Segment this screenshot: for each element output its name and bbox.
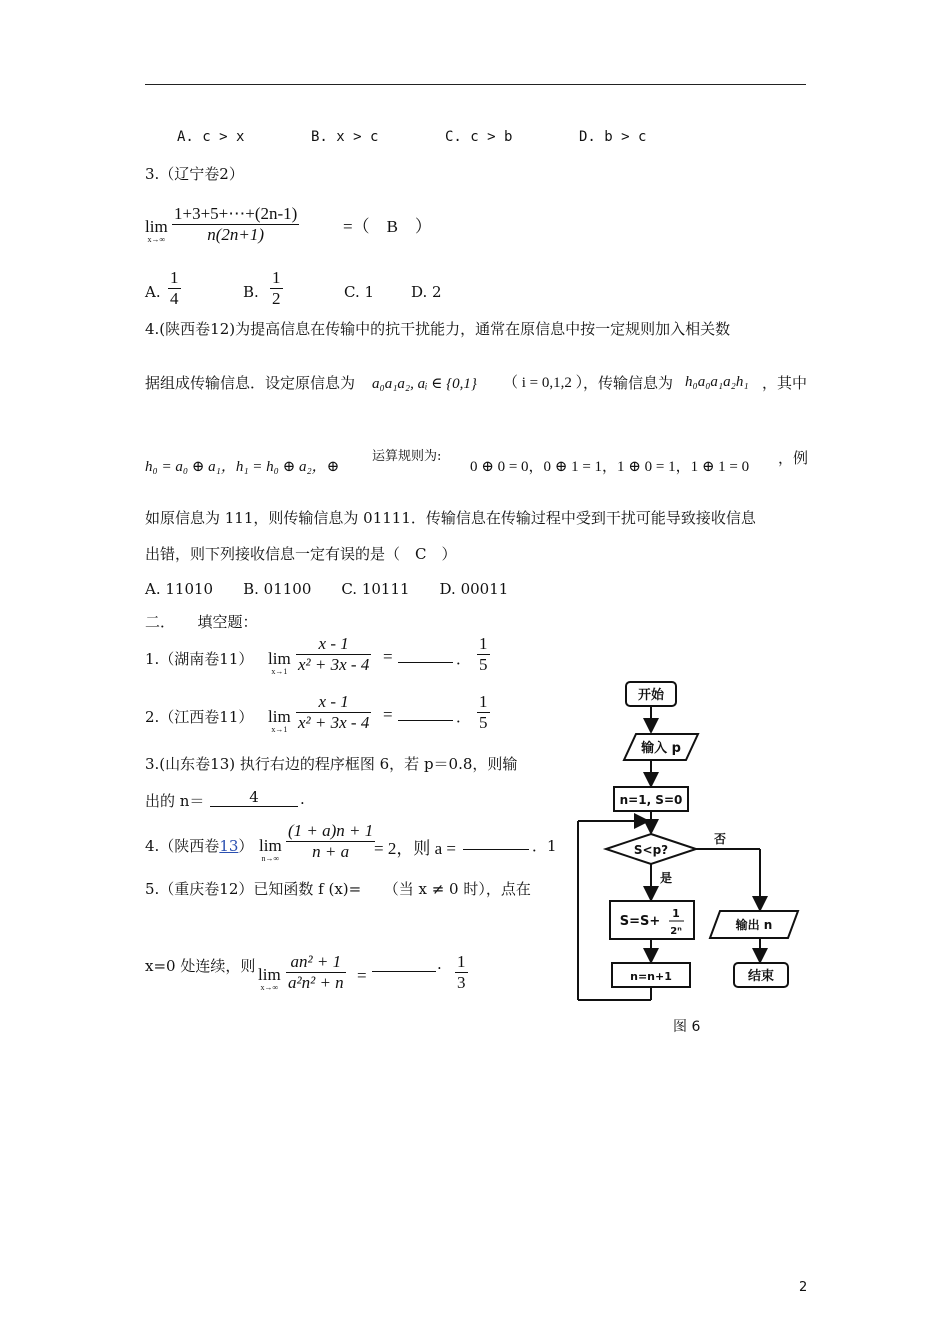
q3-label: 3.（辽宁卷2） (145, 165, 244, 183)
flow-start-text: 开始 (637, 688, 665, 703)
f2-fraction: $\frac{x - 1}{\text{x² + 3x - 4}}$ (298, 692, 370, 732)
f2-lim: lim x→1 (268, 707, 291, 734)
f5-eq: = (357, 966, 367, 985)
f2-label: 2.（江西卷11） (145, 708, 254, 726)
q4-line4: 如原信息为 111，则传输信息为 01111．传输信息在传输过程中受到干扰可能导致接收信息 (145, 509, 756, 527)
f5-fraction: $\frac{\text{an² + 1}}{\text{a²n² + n}}$ (288, 952, 344, 992)
q4-h-eq: h₀ = a₀ ⊕ a₁，h₁ = h₀ ⊕ a₂，⊕ (145, 459, 340, 475)
f2-blank (398, 704, 453, 721)
q3-fraction: $\frac{1+3+5+\cdots+(2n-1)}{n(2n+1)}$ (174, 204, 298, 244)
flow-no-text: 否 (713, 832, 727, 846)
flowchart (570, 672, 810, 1042)
option-d: D. b > c (579, 129, 647, 145)
f2-eq: = (383, 705, 393, 724)
flow-end-text: 结束 (747, 969, 775, 984)
f5-blank (372, 955, 436, 972)
option-a: A. c > x (177, 129, 245, 145)
f4-eq: = 2，则 a = (374, 839, 456, 858)
flow-yes-text: 是 (659, 871, 673, 885)
flow-update-s-text: S=S+ (619, 914, 661, 929)
f1-fraction: $\frac{x - 1}{\text{x² + 3x - 4}}$ (298, 634, 370, 674)
q3-opt-b: B. (243, 283, 259, 301)
f4-fraction: $\frac{(1 + a)n + 1}{n + a}$ (288, 821, 374, 861)
f3-line1: 3.(山东卷13) 执行右边的程序框图 6，若 p＝0.8，则输 (145, 755, 518, 773)
flow-input-text: 输入 p (641, 741, 681, 756)
f4-lim: lim n→∞ (259, 836, 282, 863)
flow-init-text: n=1, S=0 (619, 793, 683, 807)
q4-rule-text: 运算规则为: (372, 449, 442, 464)
q3-opt-a: A. (145, 283, 161, 301)
f5-lim: lim x→∞ (258, 965, 281, 992)
flow-update-frac-num: 1 (672, 907, 680, 920)
header-rule (145, 84, 806, 85)
f4-link[interactable]: 13 (219, 837, 239, 855)
f3-answer: 4 (210, 788, 298, 807)
q4-line5: 出错，则下列接收信息一定有误的是（ C ） (145, 545, 457, 563)
option-c: C. c > b (445, 129, 513, 145)
q4-line2b: ，传输信息为 (583, 374, 674, 392)
option-b: B. x > c (311, 129, 379, 145)
f1-label: 1.（湖南卷11） (145, 650, 254, 668)
f1-blank (398, 646, 453, 663)
q4-options: A. 11010 B. 01100 C. 10111 D. 00011 (145, 580, 509, 598)
q3-lim: lim x→∞ (145, 217, 168, 244)
f1-lim: lim x→1 (268, 649, 291, 676)
flow-output-text: 输出 n (735, 918, 773, 932)
flow-cond-text: S<p? (633, 843, 669, 857)
flow-update-n-text: n=n+1 (630, 970, 672, 983)
q4-paren: （ i = 0,1,2 ） (503, 375, 591, 391)
q4-line2a: 据组成传输信息．设定原信息为 (145, 374, 356, 392)
page-number: 2 (799, 1280, 808, 1295)
q4-trans: h₀a₀a₁a₂h₁ (685, 374, 749, 390)
f3-line2b: . (300, 790, 305, 808)
flowchart-caption: 图 6 (673, 1019, 701, 1035)
q3-answer: =（ B ） (343, 217, 432, 236)
f2-answer: $\frac{1}{5}$ (479, 692, 488, 732)
q3-opt-b-frac: $\frac{1}{2}$ (272, 268, 281, 308)
f1-eq: = (383, 647, 393, 666)
f5-line1: 5.（重庆卷12）已知函数 f (x)= （当 x ≠ 0 时），点在 (145, 880, 531, 898)
f5-answer: $\frac{1}{3}$ (457, 952, 466, 992)
f1-tail: ． (456, 650, 472, 668)
q4-line1: 4.(陕西卷12)为提高信息在传输中的抗干扰能力，通常在原信息中按一定规则加入相关数 (145, 320, 731, 338)
f2-tail: ． (456, 708, 472, 726)
section-2-title: 二． 填空题： (145, 613, 258, 631)
f4-tail: ．1 (532, 837, 557, 855)
f4-label: 4.（陕西卷13） (145, 837, 254, 855)
q4-line2c: ，其中 (762, 374, 808, 392)
q4-rules: 0 ⊕ 0 = 0，0 ⊕ 1 = 1，1 ⊕ 0 = 1，1 ⊕ 1 = 0 (470, 459, 750, 475)
q3-opt-c: C. 1 (344, 283, 375, 301)
flow-update-frac-den: 2ⁿ (670, 926, 682, 937)
q3-opt-a-frac: $\frac{1}{4}$ (170, 268, 179, 308)
q4-orig: a₀a₁a₂, aᵢ ∈ {0,1} (372, 376, 477, 392)
q4-eg: ，例 (778, 449, 809, 467)
f1-answer: $\frac{1}{5}$ (479, 634, 488, 674)
f3-line2a: 出的 n＝ (145, 792, 205, 810)
f4-blank (463, 833, 529, 850)
q3-opt-d: D. 2 (411, 283, 442, 301)
f5-line2a: x=0 处连续，则 (145, 957, 256, 975)
f5-tail: . (437, 955, 442, 973)
